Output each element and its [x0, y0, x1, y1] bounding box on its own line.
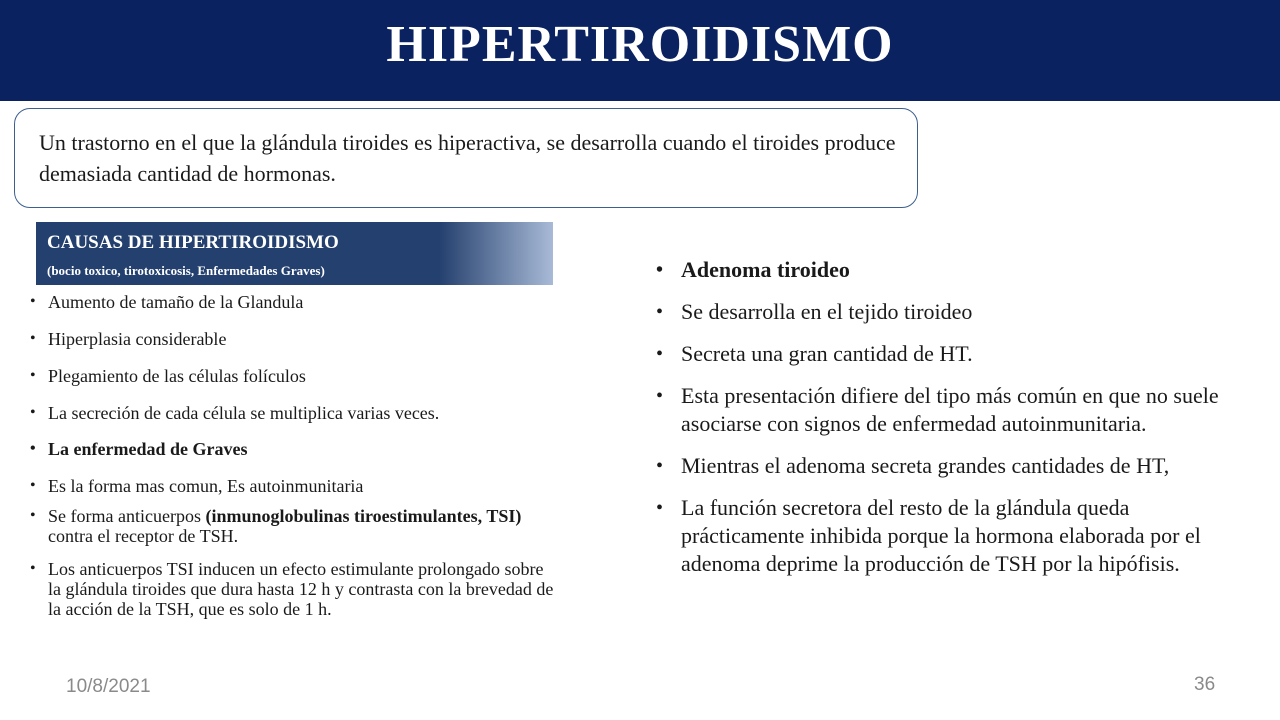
list-item-text: Adenoma tiroideo: [681, 257, 850, 282]
list-item: [656, 494, 1236, 578]
bullet: •: [30, 293, 36, 310]
list-item: [30, 506, 560, 546]
list-item: [656, 298, 1236, 326]
list-item-text: Los anticuerpos TSI inducen un efecto estimulante prolongado sobre la glándula tiroides que dura hasta 12 h y contrasta con la brevedad de la acción de la TSH, que es solo de 1 h.: [48, 559, 554, 619]
list-item-text: Plegamiento de las células folículos: [48, 366, 306, 386]
list-item: [30, 403, 560, 423]
bullet: •: [30, 477, 36, 494]
list-item: [30, 366, 560, 386]
list-item-text: La función secretora del resto de la glándula queda prácticamente inhibida porque la hormona elaborada por el adenoma deprime la producción de TSH por la hipófisis.: [681, 495, 1201, 576]
bullet: •: [30, 560, 36, 577]
page-number: 36: [1194, 674, 1216, 695]
definition-text: Un trastorno en el que la glándula tiroides es hiperactiva, se desarrolla cuando el tiroides produce demasiada cantidad de hormonas.: [39, 130, 896, 186]
bullet: •: [656, 301, 664, 323]
bullet: •: [30, 367, 36, 384]
definition-box: [14, 108, 918, 208]
list-item-text: Esta presentación difiere del tipo más común en que no suele asociarse con signos de enfermedad autoinmunitaria.: [681, 383, 1219, 436]
list-item: [656, 340, 1236, 368]
list-item-text: Mientras el adenoma secreta grandes cantidades de HT,: [681, 453, 1170, 478]
bullet: •: [30, 330, 36, 347]
list-item-text: La secreción de cada célula se multiplica varias veces.: [48, 403, 440, 423]
bullet: •: [656, 455, 664, 477]
list-item-text: Se desarrolla en el tejido tiroideo: [681, 299, 973, 324]
bullet: •: [656, 385, 664, 407]
list-item-graves: [30, 439, 560, 459]
bullet: •: [656, 343, 664, 365]
list-item-text: Aumento de tamaño de la Glandula: [48, 292, 304, 312]
list-item-adenoma: [656, 256, 1236, 284]
causes-list: [30, 292, 560, 619]
list-item-text: Secreta una gran cantidad de HT.: [681, 341, 973, 366]
list-item-text: Se forma anticuerpos: [48, 506, 206, 526]
bullet: •: [30, 404, 36, 421]
title-bar: [0, 0, 1280, 101]
causes-title: CAUSAS DE HIPERTIROIDISMO: [47, 232, 339, 253]
list-item-text: Es la forma mas comun, Es autoinmunitaria: [48, 476, 364, 496]
list-item-text: La enfermedad de Graves: [48, 439, 248, 459]
bullet: •: [656, 497, 664, 519]
list-item-text: Hiperplasia considerable: [48, 329, 227, 349]
bullet: •: [656, 259, 664, 281]
bullet: •: [30, 507, 36, 524]
list-item-text-bold: (inmunoglobulinas tiroestimulantes, TSI): [205, 506, 522, 526]
adenoma-list: [656, 256, 1236, 578]
causes-subtitle: (bocio toxico, tirotoxicosis, Enfermedades Graves): [47, 263, 325, 278]
list-item: [30, 559, 560, 619]
causes-header: [36, 222, 553, 285]
footer-date: 10/8/2021: [66, 676, 151, 697]
list-item: [30, 476, 560, 496]
slide-title: HIPERTIROIDISMO: [386, 16, 894, 73]
list-item: [30, 292, 560, 312]
list-item: [656, 382, 1236, 438]
bullet: •: [30, 440, 36, 457]
list-item-text: contra el receptor de TSH.: [48, 526, 239, 546]
list-item: [30, 329, 560, 349]
list-item: [656, 452, 1236, 480]
